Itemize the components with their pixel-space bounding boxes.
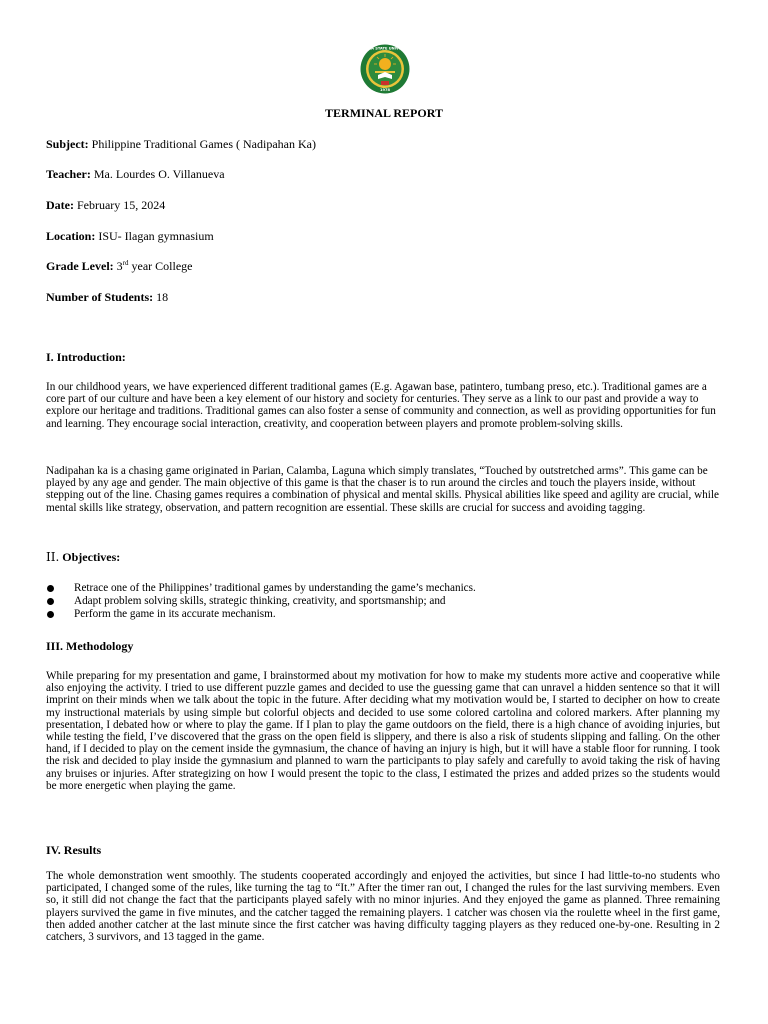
teacher-field bbox=[46, 167, 225, 181]
students-value: 18 bbox=[153, 290, 169, 304]
teacher-value: Ma. Lourdes O. Villanueva bbox=[90, 167, 225, 181]
objectives-heading-number: II. bbox=[46, 550, 60, 564]
introduction-heading: I. Introduction: bbox=[46, 350, 126, 364]
methodology-heading: III. Methodology bbox=[46, 639, 134, 653]
objective-text: Adapt problem solving skills, strategic thinking, creativity, and sportsmanship; and bbox=[74, 595, 446, 608]
date-value: February 15, 2024 bbox=[73, 198, 166, 212]
introduction-paragraph-2: Nadipahan ka is a chasing game originated in Parian, Calamba, Laguna which simply translates, “Touched by outstretched arms”. This game can be played by any age and gender. The main objective of this game is that the chaser is to run around the circles and touch the players inside, without stepping out of the line. Chasing games requires a combination of physical and mental skills. Physical abilities like speed and agility are crucial, while mental skills like strategy, observation, and pattern recognition are essential. These skills are crucial for success and avoiding tagging. bbox=[46, 465, 719, 514]
report-title: TERMINAL REPORT bbox=[325, 106, 443, 120]
date-field bbox=[46, 198, 165, 212]
seal-year: 1978 bbox=[379, 88, 391, 92]
objective-text: Perform the game in its accurate mechanism. bbox=[74, 608, 276, 621]
grade-level-label: Grade Level: bbox=[46, 259, 114, 273]
objective-text: Retrace one of the Philippines’ traditional games by understanding the game’s mechanics. bbox=[74, 582, 476, 594]
list-item bbox=[46, 595, 476, 608]
grade-level-ordinal: rd bbox=[122, 259, 129, 267]
introduction-paragraph-1: In our childhood years, we have experienced different traditional games (E.g. Agawan base, patintero, tumbang preso, etc.). Traditional games are a core part of our culture and have been a key element of our history and society for centuries. They serve as a link to our past and provide a way to explore our heritage and traditions. Traditional games can also foster a sense of community and connection, as well as providing opportunities for fun and learning. They encourage social interaction, creativity, and cooperation between players and promote problem-solving skills. bbox=[46, 381, 716, 430]
subject-label: Subject: bbox=[46, 137, 89, 151]
objectives-list bbox=[46, 582, 476, 622]
subject-value: Philippine Traditional Games ( Nadipahan Ka) bbox=[88, 137, 316, 151]
seal-text-top: ISABELA STATE UNIVERSITY bbox=[357, 46, 413, 51]
teacher-label: Teacher: bbox=[46, 167, 91, 181]
bullet-icon bbox=[47, 611, 54, 618]
university-seal-logo bbox=[357, 44, 413, 94]
location-value: ISU- Ilagan gymnasium bbox=[95, 229, 214, 243]
students-label: Number of Students: bbox=[46, 290, 154, 304]
students-field bbox=[46, 290, 168, 304]
subject-field bbox=[46, 137, 316, 151]
results-paragraph: The whole demonstration went smoothly. The students cooperated accordingly and enjoyed the activities, but since I had little-to-no students who participated, I changed some of the rules, like turning the tag to “It.” After the timer ran out, I changed the rules for the last surviving members. Even so, it still did not change the fact that the participants played safely with no minor injuries. And they enjoyed the game as planned. Three remaining players survived the game in five minutes, and the catcher tagged the remaining players. 1 catcher was chosen via the roulette wheel in the first game, then added another catcher at the last minute since the first catcher was having difficulty tagging players as they reduced one-by-one. Resulting in 2 catchers, 3 survivors, and 13 tagged in the game. bbox=[46, 870, 720, 944]
grade-level-field bbox=[46, 259, 192, 273]
methodology-paragraph: While preparing for my presentation and game, I brainstormed about my motivation for how to make my students more active and cooperative while also enjoying the activity. I tried to use different puzzle games and decided to use the guessing game that can unravel a hidden sentence so that it will imprint on their minds when we talk about the topic in the future. After deciding what my motivation would be, I started to decipher on how to create my instructional materials by using simple but colorful objects and decided to use some colored cartolina and colored markers. After planning my presentation, I debated how or where to play the game. If I plan to play the game outdoors on the field, there is a high chance of avoiding injuries, but while testing the field, I’ve discovered that the grass on the open field is slippery, and there is also a risk of students slipping and falling. On the other hand, if I decided to play on the cement inside the gymnasium, the chance of having an injury is high, but it will have a stable floor for running. I took the risk and decided to play inside the gymnasium and planned to warn the participants to play safely and carefully to avoid taking the risk of having any bruises or injuries. After strategizing on how I would present the topic to the class, I estimated the prizes and added prizes so the students would be more energetic when playing the game. bbox=[46, 670, 720, 792]
date-label: Date: bbox=[46, 198, 74, 212]
objectives-heading-text: Objectives: bbox=[59, 550, 121, 564]
grade-level-value-number: 3 bbox=[113, 259, 123, 273]
location-field bbox=[46, 229, 214, 243]
grade-level-value-rest: year College bbox=[128, 259, 193, 273]
bullet-icon bbox=[47, 598, 54, 605]
objectives-heading bbox=[46, 550, 120, 565]
results-heading: IV. Results bbox=[46, 843, 102, 857]
list-item bbox=[46, 582, 476, 595]
location-label: Location: bbox=[46, 229, 96, 243]
list-item bbox=[46, 608, 476, 621]
bullet-icon bbox=[47, 585, 54, 592]
